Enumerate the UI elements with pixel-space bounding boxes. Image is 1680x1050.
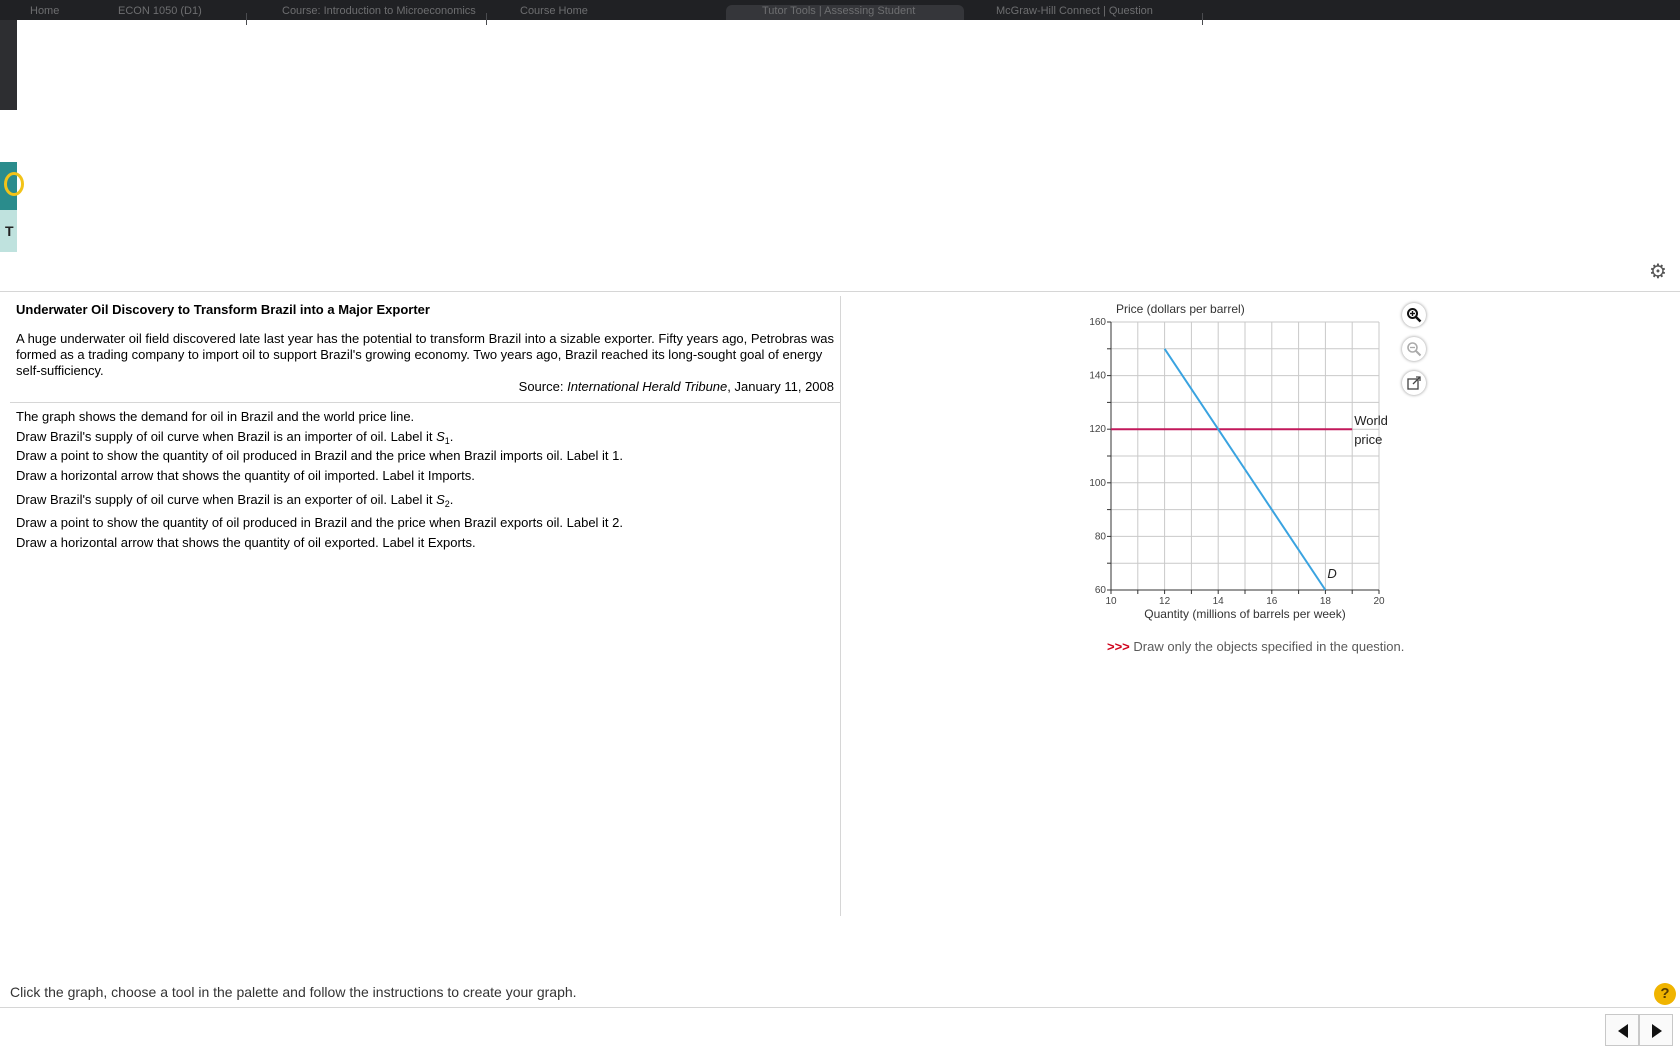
instruction-line-5 (16, 492, 453, 509)
supply-symbol: S (436, 492, 445, 507)
source-prefix: Source: (518, 379, 568, 394)
source-date: , January 11, 2008 (727, 379, 834, 394)
article-title: Underwater Oil Discovery to Transform Brazil into a Major Exporter (16, 302, 430, 317)
demand-label: D (1327, 566, 1337, 581)
instruction-line-1: The graph shows the demand for oil in Brazil and the world price line. (16, 409, 415, 424)
instruction-line-7: Draw a horizontal arrow that shows the quantity of oil exported. Label it Exports. (16, 535, 476, 550)
zoom-out-button[interactable] (1402, 337, 1426, 361)
x-tick-label: 14 (1212, 596, 1224, 607)
instruction-line-2 (16, 429, 453, 446)
browser-tab-bar (0, 0, 1680, 20)
y-tick-label: 160 (1089, 317, 1106, 328)
zoom-out-icon (1406, 341, 1422, 357)
source-name: International Herald Tribune (567, 379, 728, 394)
instruction-line-4: Draw a horizontal arrow that shows the quantity of oil imported. Label it Imports. (16, 468, 475, 483)
tab-label: Course: Introduction to Microeconomics (282, 5, 476, 17)
instruction-line-3: Draw a point to show the quantity of oil produced in Brazil and the price when Brazil imports oil. Label it 1. (16, 448, 623, 463)
note-text: Draw only the objects specified in the question. (1129, 639, 1405, 654)
instruction-line-6: Draw a point to show the quantity of oil produced in Brazil and the price when Brazil exports oil. Label it 2. (16, 515, 624, 530)
left-logo-strip (0, 162, 17, 210)
panel-divider (840, 296, 841, 916)
logo-ring-icon (4, 172, 24, 196)
next-button[interactable] (1639, 1014, 1673, 1046)
supply-symbol: S (436, 429, 445, 444)
supply-subscript: 1 (444, 436, 450, 446)
help-button[interactable]: ? (1654, 983, 1676, 1005)
article-divider (10, 402, 840, 403)
article-body: A huge underwater oil field discovered late last year has the potential to transform Brazil into a sizable exporter. Fifty years ago, Petrobras was formed as a trading company to import oil to support Brazil's growing economy. Two years ago, Brazil reached its long-sought goal of energy self-sufficiency. (16, 331, 834, 378)
browser-tab-connect[interactable] (996, 5, 1196, 20)
world-price-label-line-1: World (1354, 413, 1388, 429)
x-axis-label: Quantity (millions of barrels per week) (1144, 607, 1346, 621)
zoom-in-button[interactable] (1402, 303, 1426, 327)
tab-separator (246, 13, 247, 25)
zoom-in-icon (1406, 307, 1422, 323)
open-external-button[interactable] (1402, 371, 1426, 395)
tab-label: McGraw-Hill Connect | Question (996, 5, 1153, 17)
browser-tab-course[interactable] (282, 5, 482, 20)
note-arrows: >>> (1107, 639, 1130, 654)
graph-canvas[interactable] (1080, 300, 1410, 630)
tab-label: Tutor Tools | Assessing Student (762, 5, 916, 17)
instruction-text: . (449, 492, 454, 507)
y-tick-label: 140 (1089, 370, 1106, 382)
graph-note (1107, 639, 1404, 654)
previous-button[interactable] (1605, 1014, 1639, 1046)
article-source (16, 379, 834, 394)
x-tick-label: 12 (1159, 596, 1171, 607)
header-divider (0, 291, 1680, 292)
tab-label: Course Home (520, 5, 588, 17)
browser-tab-econ[interactable] (118, 5, 228, 20)
browser-tab-course-home[interactable] (520, 5, 720, 20)
y-tick-label: 60 (1094, 585, 1106, 596)
triangle-right-icon (1651, 1024, 1663, 1038)
gear-icon[interactable]: ⚙ (1649, 261, 1667, 283)
x-tick-label: 18 (1319, 596, 1331, 607)
tab-separator (1202, 13, 1203, 25)
sidebar-letter: T (5, 223, 14, 239)
footer-divider (0, 1007, 1680, 1008)
left-letter-strip (0, 210, 17, 252)
tab-separator (486, 13, 487, 25)
instruction-text: Draw Brazil's supply of oil curve when Brazil is an importer of oil. Label it (16, 429, 437, 444)
triangle-left-icon (1617, 1024, 1629, 1038)
instruction-text: Draw Brazil's supply of oil curve when Brazil is an exporter of oil. Label it (16, 492, 437, 507)
browser-tab-tutor-tools[interactable] (726, 5, 964, 20)
footer-hint: Click the graph, choose a tool in the palette and follow the instructions to create your graph. (10, 984, 577, 1000)
left-dark-strip (0, 20, 17, 110)
tab-label: ECON 1050 (D1) (118, 5, 202, 17)
x-tick-label: 16 (1266, 596, 1278, 607)
external-link-icon (1406, 375, 1422, 391)
x-tick-label: 10 (1105, 596, 1117, 607)
y-axis-label: Price (dollars per barrel) (1116, 302, 1245, 316)
x-tick-label: 20 (1373, 596, 1385, 607)
world-price-label-line-2: price (1354, 432, 1383, 448)
supply-subscript: 2 (444, 499, 450, 509)
tab-label: Home (30, 5, 60, 17)
instruction-text: . (449, 429, 454, 444)
y-tick-label: 120 (1089, 424, 1106, 436)
y-tick-label: 80 (1094, 531, 1106, 543)
y-tick-label: 100 (1089, 477, 1106, 489)
